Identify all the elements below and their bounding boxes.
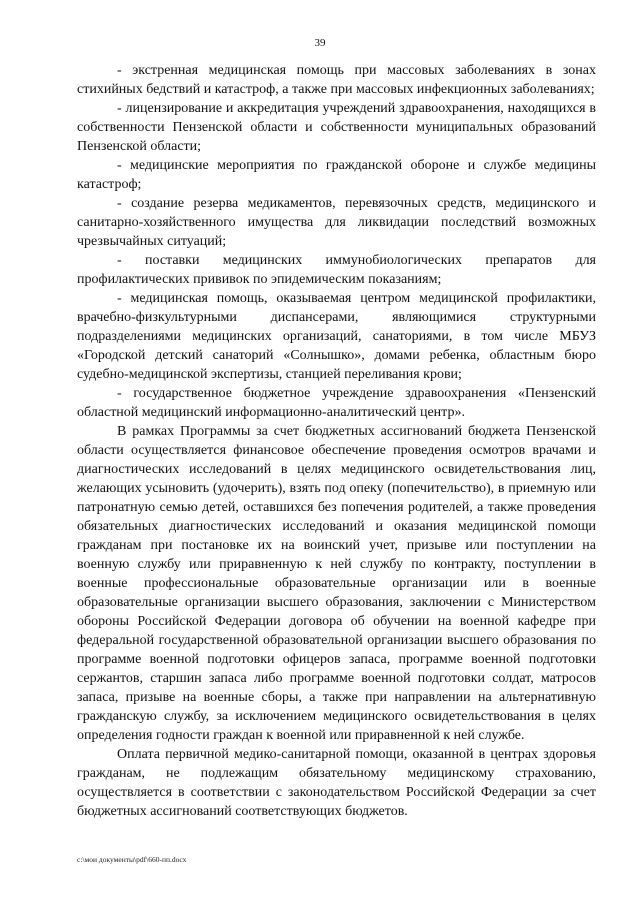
paragraph-specialized-care: - медицинская помощь, оказываемая центром медицинской профилактики, врачебно-физкультурными диспансерами, являющимися структурными подразделениями медицинских организаций, санаториями, в том числе МБУЗ «Городской детский санаторий «Солнышко», домами ребенка, областным бюро судебно-медицинской экспертизы, станцией переливания крови;: [77, 291, 596, 382]
page-number: 39: [314, 37, 326, 49]
paragraph-civil-defense: - медицинские мероприятия по гражданской обороне и службе медицины катастроф;: [77, 158, 596, 192]
footer-file-path: c:\мои документы\pdf\660-пп.docx: [77, 855, 187, 864]
paragraph-licensing: - лицензирование и аккредитация учреждений здравоохранения, находящихся в собственности Пензенской области и собственности муниципальных образований Пензенской области;: [77, 101, 596, 154]
body-text: [77, 61, 596, 821]
paragraph-info-center: - государственное бюджетное учреждение здравоохранения «Пензенский областной медицинский информационно-аналитический центр».: [77, 386, 596, 420]
paragraph-program-funding: В рамках Программы за счет бюджетных ассигнований бюджета Пензенской области осуществляется финансовое обеспечение проведения осмотров врачами и диагностических исследований в целях медицинского освидетельствования лиц, желающих усыновить (удочерить), взять под опеку (попечительство), в приемную или патронатную семью детей, оставшихся без попечения родителей, а также проведения обязательных диагностических исследований и оказания медицинской помощи гражданам при постановке их на воинский учет, призыве или поступлении на военную службу или приравненную к ней службу по контракту, поступлении в военные профессиональные образовательные организации или в военные образовательные организации высшего образования, заключении с Министерством обороны Российской Федерации договора об обучении на военной кафедре при федеральной государственной образовательной организации высшего образования по программе военной подготовки офицеров запаса, программе военной подготовки сержантов, старшин запаса либо программе военной подготовки солдат, матросов запаса, призыве на военные сборы, а также при направлении на альтернативную гражданскую службу, за исключением медицинского освидетельствования в целях определения годности граждан к военной или приравненной к ней службе.: [77, 424, 596, 743]
paragraph-vaccine-supply: - поставки медицинских иммунобиологических препаратов для профилактических прививок по эпидемическим показаниям;: [77, 253, 596, 287]
paragraph-health-centers: Оплата первичной медико-санитарной помощи, оказанной в центрах здоровья гражданам, не подлежащим обязательному медицинскому страхованию, осуществляется в соответствии с законодательством Российской Федерации за счет бюджетных ассигнований соответствующих бюджетов.: [77, 747, 596, 819]
paragraph-medical-reserve: - создание резерва медикаментов, перевязочных средств, медицинского и санитарно-хозяйственного имущества для ликвидации последствий возможных чрезвычайных ситуаций;: [77, 196, 596, 249]
paragraph-emergency-care: - экстренная медицинская помощь при массовых заболеваниях в зонах стихийных бедствий и катастроф, а также при массовых инфекционных заболеваниях;: [77, 63, 596, 97]
